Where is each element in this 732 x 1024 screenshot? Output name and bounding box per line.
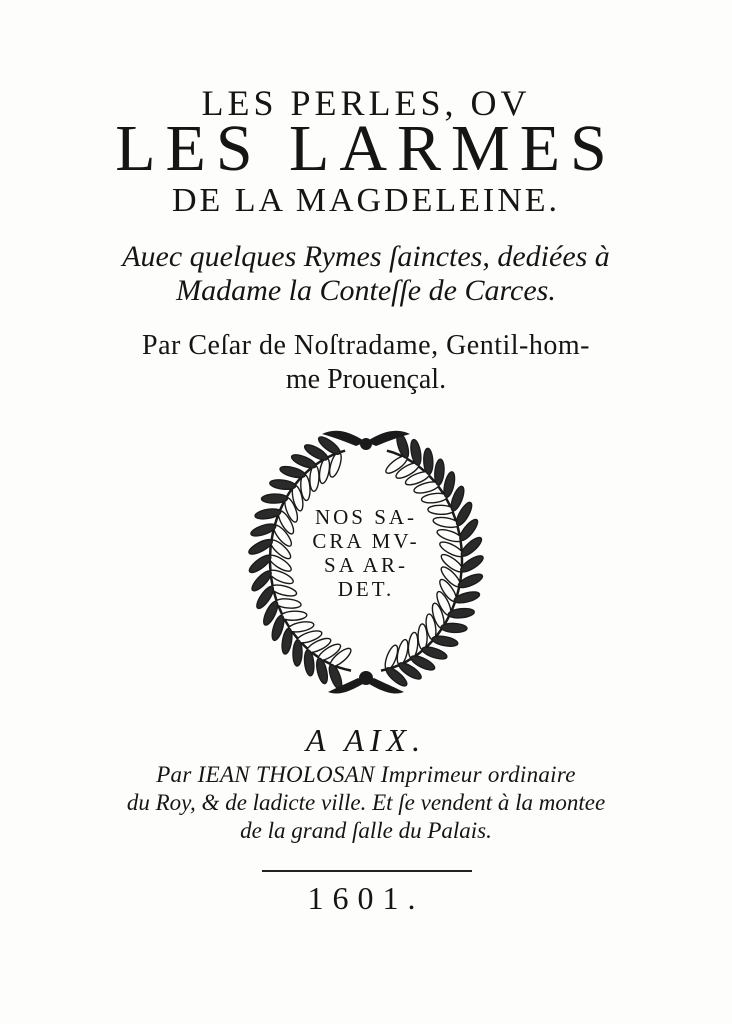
motto-line-1: NOS SA- (314, 505, 418, 529)
imprint-line-2: du Roy, & de ladicte ville. Et ſe vendent à la montee (126, 790, 606, 815)
publication-year: 1601. (307, 880, 425, 916)
imprint-line-1: Par IEAN THOLOSAN Imprimeur ordinaire (156, 762, 576, 787)
dedication-line-1: Auec quelques Rymes ſainctes, dediées à (122, 240, 610, 273)
motto-line-3: SA AR- (324, 553, 408, 577)
title-line-2: LES LARMES (115, 112, 617, 185)
author-line-2: me Prouençal. (285, 364, 447, 395)
dedication-line-2: Madame la Conteſſe de Carces. (176, 274, 556, 307)
title-line-1: LES PERLES, OV (201, 83, 531, 123)
title-line-3: DE LA MAGDELEINE. (171, 182, 561, 219)
motto-line-2: CRA MV- (312, 529, 420, 553)
divider-rule (262, 870, 472, 872)
motto-line-4: DET. (337, 577, 395, 601)
imprint-place: A AIX. (305, 722, 427, 758)
imprint-line-3: de la grand ſalle du Palais. (240, 818, 492, 843)
emblem-motto (296, 505, 436, 601)
author-line-1: Par Ceſar de Noſtradame, Gentil-hom- (142, 330, 590, 361)
